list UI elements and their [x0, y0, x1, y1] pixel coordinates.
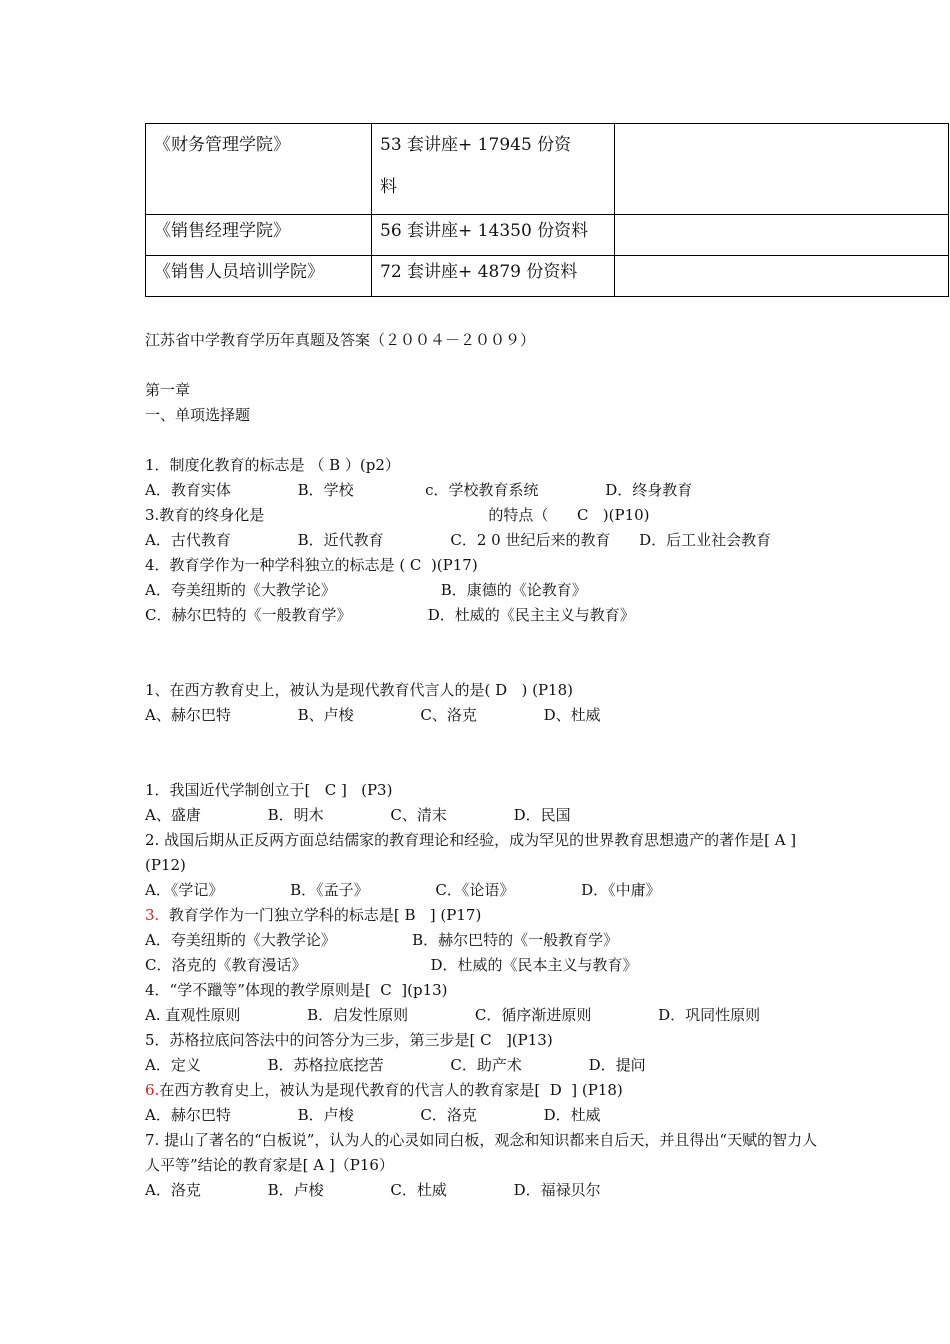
- question-number-highlight: 6.: [145, 1081, 160, 1099]
- table-cell-detail: [372, 215, 615, 256]
- course-table: [145, 123, 949, 297]
- question-line: 7. 提山了著名的“白板说”，认为人的心灵如同白板，观念和知识都来自后天，并且得出“天赋的智力人人平等”结论的教育家是[ A ]（P16）: [145, 1131, 818, 1174]
- table-cell-detail: [372, 124, 615, 215]
- course-name: 《财务管理学院》: [154, 135, 290, 155]
- course-detail-cont: 料: [380, 177, 397, 197]
- question-line: 5．苏格拉底问答法中的问答分为三步，第三步是[ C ](P13): [145, 1031, 553, 1049]
- question-line: 4．教育学作为一种学科独立的标志是 ( C )(P17): [145, 556, 478, 574]
- spacer: [145, 353, 825, 378]
- table-cell-name: [146, 215, 372, 256]
- table-row: [146, 215, 949, 256]
- question-line: 1．制度化教育的标志是 （ B ）(p2）: [145, 456, 400, 474]
- options-line: A．教育实体 B．学校 c．学校教育系统 D．终身教育: [145, 481, 693, 499]
- options-line: A．古代教育 B．近代教育 C．2 0 世纪后来的教育 D．后工业社会教育: [145, 531, 772, 549]
- exam-content: [145, 328, 825, 1203]
- course-name: 《销售人员培训学院》: [154, 262, 324, 282]
- question-line: 1、在西方教育史上，被认为是现代教育代言人的是( D ) (P18): [145, 681, 574, 699]
- spacer: [145, 428, 825, 453]
- course-detail: 56 套讲座+ 14350 份资料: [380, 221, 589, 241]
- options-line: A、赫尔巴特 B、卢梭 C、洛克 D、杜威: [145, 706, 601, 724]
- table-cell-empty: [615, 215, 949, 256]
- spacer: [145, 653, 825, 678]
- course-detail: 53 套讲座+ 17945 份资: [380, 135, 572, 155]
- course-detail: 72 套讲座+ 4879 份资料: [380, 262, 578, 282]
- table-cell-empty: [615, 124, 949, 215]
- section-heading: 一、单项选择题: [145, 406, 251, 424]
- options-line: A．赫尔巴特 B．卢梭 C．洛克 D．杜威: [145, 1106, 601, 1124]
- options-line: A．洛克 B．卢梭 C．杜威 D．福禄贝尔: [145, 1181, 601, 1199]
- table-row: [146, 256, 949, 297]
- options-line: A．定义 B．苏格拉底挖苦 C．助产术 D．提问: [145, 1056, 646, 1074]
- table-cell-empty: [615, 256, 949, 297]
- spacer: [145, 753, 825, 778]
- chapter-heading: 第一章: [145, 381, 191, 399]
- question-line: [145, 1078, 825, 1103]
- options-line: A．夸美纽斯的《大教学论》 B．康德的《论教育》: [145, 581, 587, 599]
- document-title: 江苏省中学教育学历年真题及答案（２００４－２００９）: [145, 331, 536, 349]
- question-text: 教育学作为一门独立学科的标志是[ B ] (P17): [159, 906, 482, 924]
- options-line: C．洛克的《教育漫话》 D．杜威的《民本主义与教育》: [145, 956, 638, 974]
- question-line: 4．“学不躐等”体现的教学原则是[ C ](p13): [145, 981, 448, 999]
- question-line: [145, 903, 825, 928]
- options-line: A、盛唐 B．明木 C、清末 D．民国: [145, 806, 571, 824]
- table-row: [146, 124, 949, 215]
- question-line: 3.教育的终身化是 的特点（ C )(P10): [145, 506, 650, 524]
- table-cell-detail: [372, 256, 615, 297]
- options-line: A．夸美纽斯的《大教学论》 B．赫尔巴特的《一般教育学》: [145, 931, 619, 949]
- question-number-highlight: 3.: [145, 906, 160, 924]
- spacer: [145, 728, 825, 753]
- question-text: 在西方教育史上，被认为是现代教育的代言人的教育家是[ D ] (P18): [159, 1081, 623, 1099]
- course-name: 《销售经理学院》: [154, 221, 290, 241]
- options-line: C．赫尔巴特的《一般教育学》 D．杜威的《民主主义与教育》: [145, 606, 635, 624]
- options-line: A．《学记》 B．《孟子》 C．《论语》 D．《中庸》: [145, 881, 661, 899]
- question-line: 1．我国近代学制创立于[ C ] (P3): [145, 781, 393, 799]
- table-cell-name: [146, 256, 372, 297]
- spacer: [145, 628, 825, 653]
- question-line: 2. 战国后期从正反两方面总结儒家的教育理论和经验，成为罕见的世界教育思想遗产的著作是[ A ] (P12): [145, 831, 797, 874]
- options-line: A. 直观性原则 B．启发性原则 C．循序渐进原则 D．巩同性原则: [145, 1006, 761, 1024]
- table-cell-name: [146, 124, 372, 215]
